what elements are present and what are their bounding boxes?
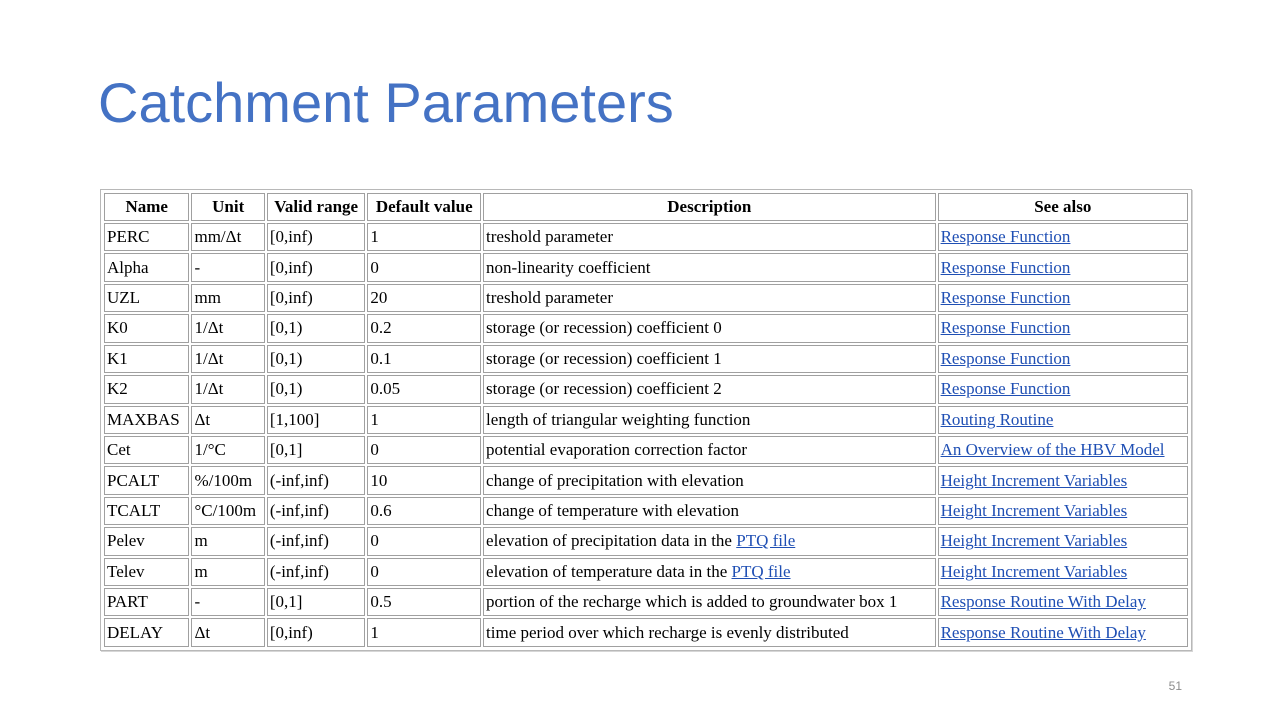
cell-description: non-linearity coefficient: [483, 253, 936, 281]
cell-description: potential evaporation correction factor: [483, 436, 936, 464]
cell-range: [0,inf): [267, 618, 366, 647]
cell-default: 0.5: [367, 588, 481, 616]
cell-name: Telev: [104, 558, 189, 586]
cell-range: [0,1]: [267, 588, 366, 616]
cell-range: (-inf,inf): [267, 558, 366, 586]
header-default-value: Default value: [367, 193, 481, 221]
header-unit: Unit: [191, 193, 264, 221]
parameter-table-frame: [100, 189, 1192, 651]
cell-range: [0,1]: [267, 436, 366, 464]
cell-description: storage (or recession) coefficient 1: [483, 345, 936, 373]
cell-default: 1: [367, 406, 481, 434]
cell-see-also: [938, 406, 1188, 434]
cell-range: [0,inf): [267, 223, 366, 251]
see-also-link[interactable]: Height Increment Variables: [940, 470, 1128, 490]
see-also-link[interactable]: Height Increment Variables: [940, 501, 1128, 520]
cell-name: DELAY: [104, 618, 189, 647]
see-also-link[interactable]: An Overview of the HBV Model: [940, 440, 1165, 460]
cell-description: length of triangular weighting function: [483, 406, 936, 434]
cell-unit: °C/100m: [191, 497, 264, 525]
see-also-link[interactable]: Response Function: [940, 288, 1071, 308]
cell-default: 0.1: [367, 345, 481, 373]
cell-see-also: [938, 345, 1188, 373]
header-see-also: See also: [938, 193, 1188, 221]
cell-see-also: [938, 466, 1188, 494]
description-text: elevation of precipitation data in the: [486, 531, 732, 551]
cell-description: treshold parameter: [483, 284, 936, 312]
cell-unit: 1/Δt: [191, 314, 264, 342]
cell-unit: -: [191, 588, 264, 616]
table-row: [104, 314, 1188, 342]
see-also-link[interactable]: Response Function: [940, 257, 1071, 277]
cell-unit: mm: [191, 284, 264, 312]
cell-default: 0.6: [367, 497, 481, 525]
cell-see-also: [938, 375, 1188, 403]
cell-default: 0.2: [367, 314, 481, 342]
see-also-link[interactable]: Response Function: [940, 379, 1071, 399]
cell-see-also: [938, 618, 1188, 647]
cell-default: 1: [367, 618, 481, 647]
cell-description: portion of the recharge which is added to groundwater box 1: [483, 588, 936, 616]
cell-description: change of precipitation with elevation: [483, 466, 936, 494]
description-text: elevation of temperature data in the: [486, 561, 728, 581]
see-also-link[interactable]: Response Routine With Delay: [940, 592, 1146, 612]
header-description: Description: [483, 193, 936, 221]
cell-name: Pelev: [104, 527, 189, 555]
cell-see-also: [938, 314, 1188, 342]
table-row: [104, 223, 1188, 251]
header-valid-range: Valid range: [267, 193, 366, 221]
see-also-link[interactable]: Height Increment Variables: [940, 531, 1128, 551]
cell-name: MAXBAS: [104, 406, 189, 434]
table-row: [104, 345, 1188, 373]
cell-see-also: [938, 253, 1188, 281]
cell-unit: Δt: [191, 618, 264, 647]
cell-range: [0,inf): [267, 284, 366, 312]
cell-description: time period over which recharge is evenly distributed: [483, 618, 936, 647]
cell-default: 10: [367, 466, 481, 494]
cell-default: 1: [367, 223, 481, 251]
cell-default: 0.05: [367, 375, 481, 403]
cell-see-also: [938, 436, 1188, 464]
cell-name: Alpha: [104, 253, 189, 281]
cell-name: PERC: [104, 223, 189, 251]
page-number: 51: [1168, 679, 1182, 693]
see-also-link[interactable]: Response Function: [940, 318, 1071, 338]
table-row: [104, 558, 1188, 586]
ptq-file-link[interactable]: PTQ file: [731, 561, 791, 581]
cell-unit: m: [191, 558, 264, 586]
cell-name: Cet: [104, 436, 189, 464]
cell-default: 0: [367, 558, 481, 586]
cell-description: [483, 527, 936, 555]
cell-unit: Δt: [191, 406, 264, 434]
cell-unit: mm/Δt: [191, 223, 264, 251]
cell-range: [0,1): [267, 375, 366, 403]
cell-unit: -: [191, 253, 264, 281]
table-header-row: [104, 193, 1188, 221]
table-row: [104, 436, 1188, 464]
cell-name: PCALT: [104, 466, 189, 494]
cell-range: (-inf,inf): [267, 527, 366, 555]
see-also-link[interactable]: Height Increment Variables: [940, 561, 1128, 581]
cell-description: storage (or recession) coefficient 0: [483, 314, 936, 342]
cell-range: (-inf,inf): [267, 497, 366, 525]
cell-description: change of temperature with elevation: [483, 497, 936, 525]
cell-name: TCALT: [104, 497, 189, 525]
header-name: Name: [104, 193, 189, 221]
see-also-link[interactable]: Response Function: [940, 227, 1071, 247]
cell-description: [483, 558, 936, 586]
cell-see-also: [938, 223, 1188, 251]
cell-unit: %/100m: [191, 466, 264, 494]
cell-unit: 1/Δt: [191, 375, 264, 403]
ptq-file-link[interactable]: PTQ file: [736, 531, 796, 551]
cell-default: 20: [367, 284, 481, 312]
table-row: [104, 284, 1188, 312]
cell-name: UZL: [104, 284, 189, 312]
cell-description: storage (or recession) coefficient 2: [483, 375, 936, 403]
table-row: [104, 497, 1188, 525]
slide-title: Catchment Parameters: [98, 71, 674, 134]
cell-name: K1: [104, 345, 189, 373]
table-row: [104, 406, 1188, 434]
cell-name: K0: [104, 314, 189, 342]
cell-range: [1,100]: [267, 406, 366, 434]
see-also-link[interactable]: Response Function: [940, 348, 1071, 368]
cell-name: K2: [104, 375, 189, 403]
cell-range: (-inf,inf): [267, 466, 366, 494]
cell-range: [0,1): [267, 314, 366, 342]
cell-default: 0: [367, 253, 481, 281]
cell-unit: m: [191, 527, 264, 555]
cell-see-also: [938, 497, 1188, 525]
table-row: [104, 618, 1188, 647]
table-row: [104, 253, 1188, 281]
cell-see-also: [938, 527, 1188, 555]
cell-see-also: [938, 558, 1188, 586]
cell-unit: 1/Δt: [191, 345, 264, 373]
cell-see-also: [938, 284, 1188, 312]
cell-range: [0,1): [267, 345, 366, 373]
cell-unit: 1/°C: [191, 436, 264, 464]
see-also-link[interactable]: Response Routine With Delay: [940, 622, 1146, 642]
catchment-parameter-table: [102, 191, 1190, 649]
table-row: [104, 588, 1188, 616]
table-row: [104, 466, 1188, 494]
cell-see-also: [938, 588, 1188, 616]
cell-default: 0: [367, 527, 481, 555]
cell-description: treshold parameter: [483, 223, 936, 251]
cell-default: 0: [367, 436, 481, 464]
table-row: [104, 375, 1188, 403]
see-also-link[interactable]: Routing Routine: [940, 409, 1054, 429]
cell-range: [0,inf): [267, 253, 366, 281]
cell-name: PART: [104, 588, 189, 616]
table-row: [104, 527, 1188, 555]
